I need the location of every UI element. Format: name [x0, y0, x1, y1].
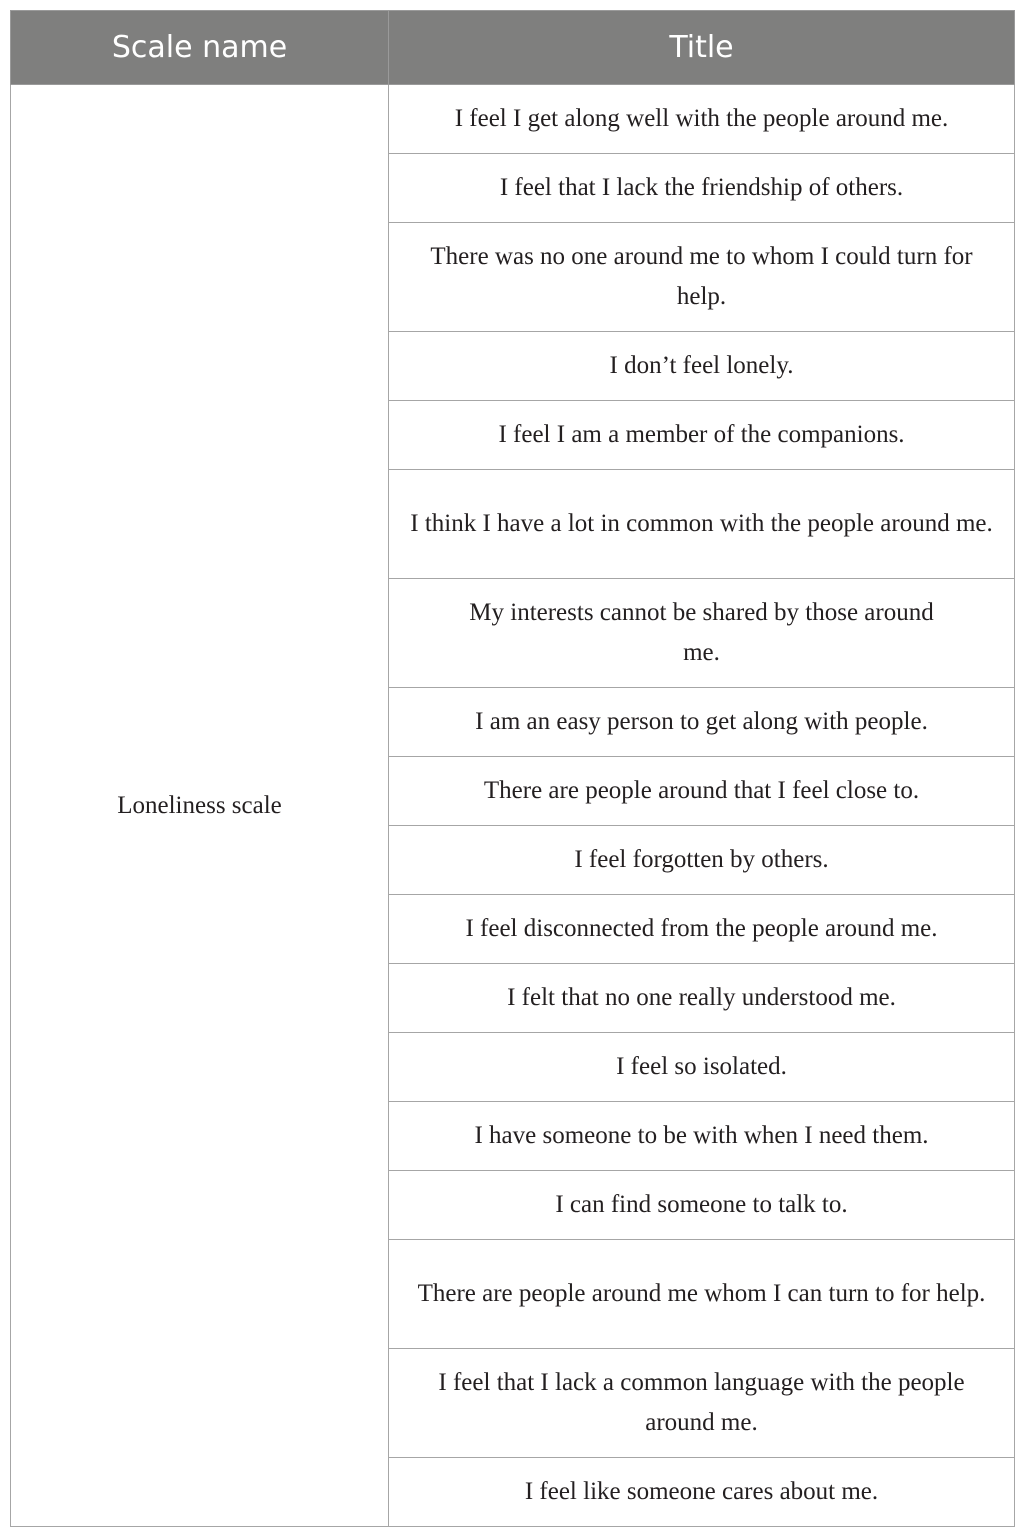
item-text: My interests cannot be shared by those around me.	[469, 599, 934, 666]
loneliness-scale-table-container	[10, 10, 1014, 1527]
item-text: I am an easy person to get along with people.	[475, 708, 928, 735]
scale-name-text: Loneliness scale	[117, 791, 282, 819]
item-cell	[389, 1171, 1015, 1240]
item-cell	[389, 1102, 1015, 1171]
item-cell	[389, 1458, 1015, 1527]
item-cell	[389, 1349, 1015, 1458]
item-text: I feel I am a member of the companions.	[498, 421, 905, 448]
item-cell	[389, 826, 1015, 895]
item-cell	[389, 401, 1015, 470]
header-row	[11, 11, 1015, 85]
item-text: I feel forgotten by others.	[574, 846, 829, 873]
item-cell	[389, 688, 1015, 757]
table-row	[11, 85, 1015, 154]
item-text: I have someone to be with when I need them.	[474, 1122, 929, 1149]
item-text: I feel so isolated.	[616, 1053, 787, 1080]
item-cell	[389, 223, 1015, 332]
item-text: I think I have a lot in common with the people around me.	[410, 510, 993, 537]
item-text: I feel like someone cares about me.	[524, 1478, 879, 1505]
item-cell	[389, 154, 1015, 223]
item-text: I can find someone to talk to.	[555, 1191, 848, 1218]
item-cell	[389, 332, 1015, 401]
item-text: I feel disconnected from the people around me.	[465, 915, 938, 942]
item-text: There was no one around me to whom I could turn for help.	[430, 243, 973, 310]
table-body	[11, 85, 1015, 1527]
item-cell	[389, 85, 1015, 154]
item-text: There are people around that I feel close to.	[483, 777, 920, 804]
item-cell	[389, 757, 1015, 826]
item-cell	[389, 895, 1015, 964]
item-text: I feel I get along well with the people around me.	[454, 105, 949, 132]
item-text: I don’t feel lonely.	[609, 352, 794, 379]
scale-name-cell	[11, 85, 389, 1527]
loneliness-scale-table	[10, 10, 1015, 1527]
item-text: I felt that no one really understood me.	[507, 984, 896, 1011]
item-cell	[389, 579, 1015, 688]
item-text: I feel that I lack the friendship of others.	[499, 174, 904, 201]
item-text: There are people around me whom I can turn to for help.	[417, 1280, 986, 1307]
item-cell	[389, 470, 1015, 579]
item-cell	[389, 964, 1015, 1033]
item-text: I feel that I lack a common language with the people around me.	[438, 1369, 965, 1436]
table-header	[11, 11, 1015, 85]
header-scale-name: Scale name	[11, 11, 389, 85]
item-cell	[389, 1033, 1015, 1102]
item-cell	[389, 1240, 1015, 1349]
header-title: Title	[389, 11, 1015, 85]
